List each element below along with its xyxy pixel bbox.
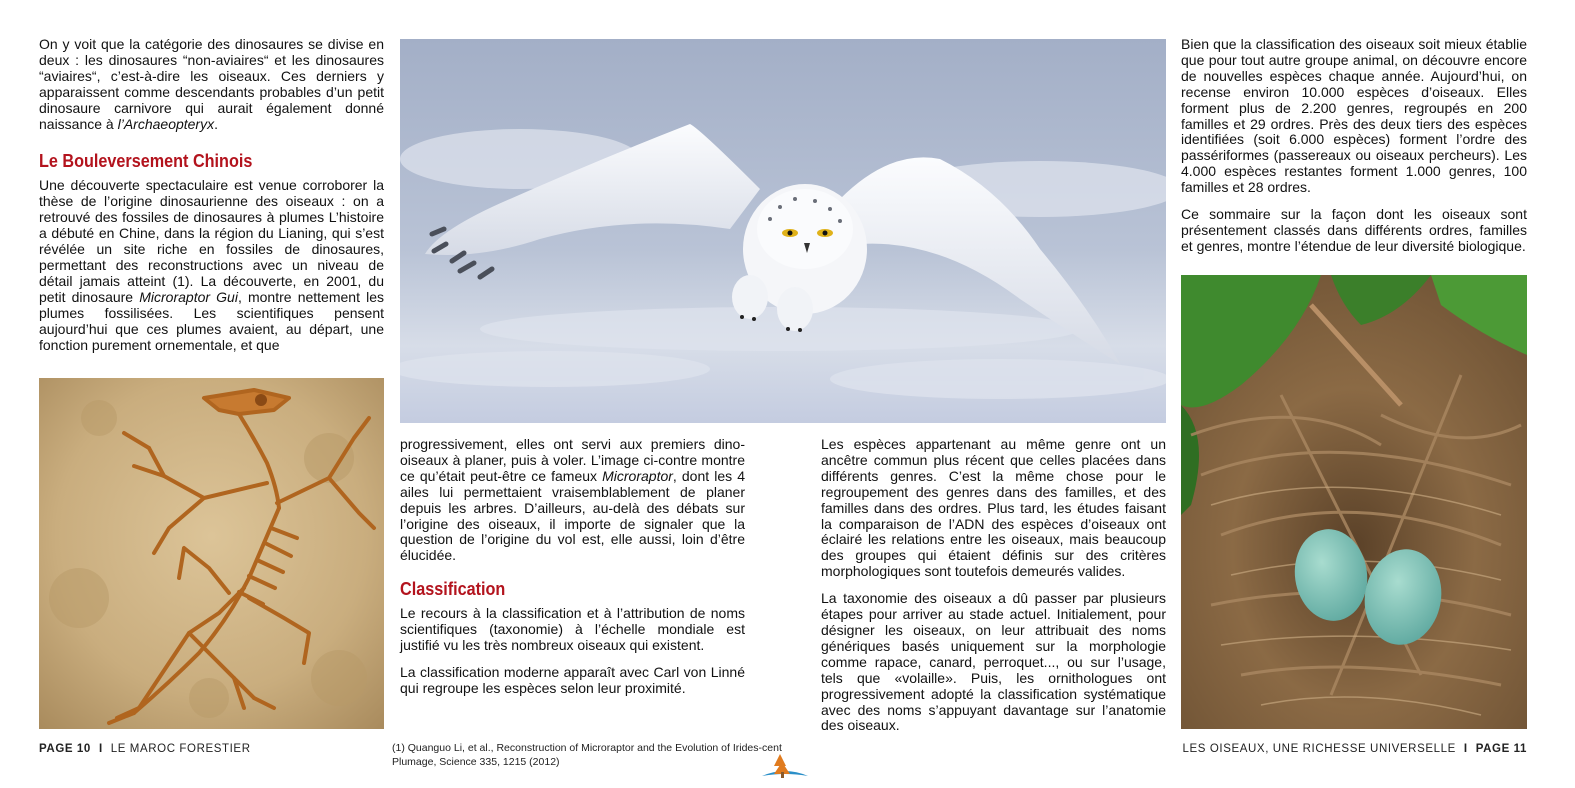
body-paragraph: Une découverte spectaculaire est venue corroborer la thèse de l’origine dinosaurienne des oiseaux : on a retrouvé des fossiles de dinosaures à plumes L’histoire a débuté en Chine, dans la région du Lianing, qui s’est révélée un site riche en fossiles de dinosaures, permettant des reconstructions avec un niveau de détail jamais atteint (1). La découverte, en 2001, du petit dinosaure Microraptor Gui, montre nettement les plumes fossilisées. Les scientifiques pensent aujourd’hui que ces plumes avaient, au départ, une fonction purement ornementale, et que xyxy=(39,177,384,353)
center-right-column xyxy=(821,437,1166,745)
snowy-owl-photo xyxy=(400,39,1166,423)
magazine-name: LE MAROC FORESTIER xyxy=(110,743,251,755)
section-heading-classification: Classification xyxy=(400,579,506,600)
section-heading-bouleversement: Le Bouleversement Chinois xyxy=(39,151,253,172)
paragraph-classification-oiseaux: Bien que la classification des oiseaux soit mieux établie que pour tout autre groupe animal, on découvre encore de nouvelles espèces chaque année. Aujourd’hui, on recense environ 10.000 espèces d’oiseaux. Elles forment plus de 2.200 genres, regroupés en 200 familles et 29 ordres. Près des deux tiers des espèces identifiées (soit 6.000 espèces) forment l’ordre des passériformes (passereaux ou oiseaux percheurs). Les 4.000 espèces restantes forment 1.000 genres, 100 familles et 28 ordres. xyxy=(1181,36,1527,196)
footnote: (1) Quanguo Li, et al., Reconstruction of Microraptor and the Evolution of Irides-cent Plumage, Science 335, 1215 (2012) xyxy=(392,742,782,768)
nest-eggs-photo xyxy=(1181,275,1527,729)
page-number-left: PAGE 10 xyxy=(39,743,91,755)
paragraph-vol: progressivement, elles ont servi aux premiers dino-oiseaux à planer, puis à voler. L’image ci-contre montre ce qu’était peut-être ce fameux Microraptor, dont les 4 ailes lui permettaient vraisemblablement de planer depuis les arbres. D’ailleurs, au-delà des débats sur l’origine des oiseaux, il importe de signaler que la question de l’origine du vol est, elle aussi, loin d’être élucidée. xyxy=(400,436,745,564)
paragraph-especes-genre: Les espèces appartenant au même genre ont un ancêtre commun plus récent que celles placées dans différents genres. C’est la même chose pour le regroupement des genres dans des familles, et des familles dans des ordres. Plus tard, les études faisant la comparaison de l’ADN des espèces d’oiseaux ont éclairé les relations entre les oiseaux, mais beaucoup des groupes qui étaient définis sur des critères morphologiques sont toutefois demeurés valides. xyxy=(821,436,1166,580)
footer-right: LES OISEAUX, UNE RICHESSE UNIVERSELLE I PAGE 11 xyxy=(1182,743,1527,755)
paragraph-linne: La classification moderne apparaît avec Carl von Linné qui regroupe les espèces selon leur proximité. xyxy=(400,663,745,696)
right-column xyxy=(1181,37,1527,266)
center-left-column xyxy=(400,437,745,708)
magazine-logo xyxy=(760,752,810,780)
magazine-issue-title: LES OISEAUX, UNE RICHESSE UNIVERSELLE xyxy=(1182,743,1456,755)
page-number-right: PAGE 11 xyxy=(1475,743,1527,755)
paragraph-sommaire: Ce sommaire sur la façon dont les oiseaux sont présentement classés dans différents ordres, familles et genres, montre l’étendue de leur diversité biologique. xyxy=(1181,206,1527,254)
intro-paragraph: On y voit que la catégorie des dinosaures se divise en deux : les dinosaures “non-aviaires“ et les dinosaures “aviaires“, c’est-à-dire les oiseaux. Ces derniers y apparaissent comme descendants probables d’un petit dinosaure carnivore qui aurait également donné naissance à l’Archaeopteryx. xyxy=(39,36,384,132)
footer-left: PAGE 10 I LE MAROC FORESTIER xyxy=(39,743,251,755)
left-column xyxy=(39,37,384,353)
paragraph-taxonomie-etapes: La taxonomie des oiseaux a dû passer par plusieurs étapes pour arriver au stade actuel. Initialement, pour désigner les oiseaux, on leur attribuait des noms génériques basés uniquement sur la morphologie comme rapace, canard, perroquet..., ou sur l’usage, tels que «volaille». Puis, les ornithologues ont progressivement adopté la classification systématique avec des noms s’appuyant davantage sur l’anatomie des oiseaux. xyxy=(821,590,1166,734)
microraptor-fossil-photo xyxy=(39,378,384,729)
paragraph-taxonomie: Le recours à la classification et à l’attribution de noms scientifiques (taxonomie) à l’échelle mondiale est justifié vu les très nombreux oiseaux qui existent. xyxy=(400,605,745,654)
